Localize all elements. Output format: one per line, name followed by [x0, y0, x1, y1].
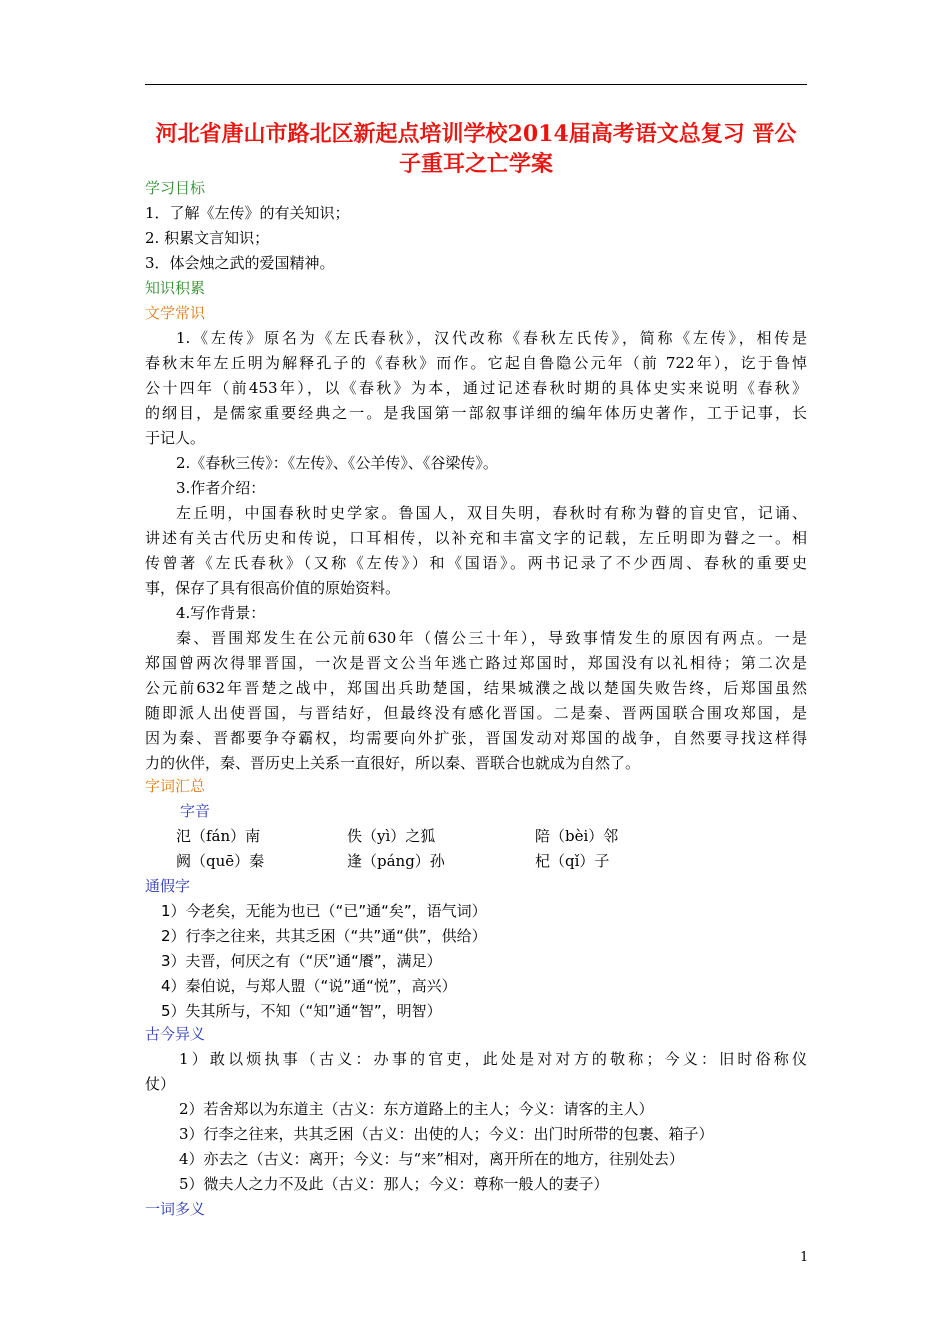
gujin-item: 仗）: [145, 1075, 176, 1093]
literature-paragraph-line: 公十四年（前453年），以《春秋》为本，通过记述春秋时期的具体史实来说明《春秋》: [145, 379, 807, 397]
pron-item: 杞（qǐ）子: [535, 852, 610, 870]
tongjia-item: 1）今老矣，无能为也已（“已”通“矣”，语气词）: [161, 902, 487, 920]
background-paragraph-line: 因为秦、晋都要争夺霸权，均需要向外扩张，晋国发动对郑国的战争，自然要寻找这样得: [145, 729, 807, 747]
pron-item: 氾（fán）南: [176, 827, 261, 845]
doc-title-line2: 子重耳之亡学案: [398, 151, 553, 177]
pron-item: 逢（páng）孙: [347, 852, 445, 870]
literature-paragraph-line: 春秋末年左丘明为解释孔子的《春秋》而作。它起自鲁隐公元年（前 722年），讫于鲁悼: [145, 354, 807, 372]
literature-heading: 文学常识: [145, 304, 206, 322]
gujin-item: 4）亦去之（古义：离开；今义：与“来”相对，离开所在的地方，往别处去）: [179, 1150, 684, 1168]
literature-paragraph-line: 于记人。: [145, 429, 206, 447]
tongjia-item: 4）秦伯说，与郑人盟（“说”通“悦”，高兴）: [161, 977, 457, 995]
background-paragraph-line: 公元前632年晋楚之战中，郑国出兵助楚国，结果城濮之战以楚国失败告终，后郑国虽然: [145, 679, 807, 697]
yici-heading: 一词多义: [145, 1200, 206, 1218]
literature-paragraph-line: 1.《左传》原名为《左氏春秋》，汉代改称《春秋左氏传》，简称《左传》，相传是: [176, 329, 807, 347]
tongjia-item: 3）夫晋，何厌之有（“厌”通“餍”，满足）: [161, 952, 442, 970]
background-label: 4.写作背景：: [176, 604, 266, 622]
author-paragraph-line: 左丘明，中国春秋时史学家。鲁国人，双目失明，春秋时有称为瞽的盲史官，记诵、: [176, 504, 807, 522]
pron-item: 陪（bèi）邻: [535, 827, 619, 845]
literature-paragraph-line: 的纲目，是儒家重要经典之一。是我国第一部叙事详细的编年体历史著作，工于记事，长: [145, 404, 807, 422]
author-paragraph-line: 事，保存了具有很高价值的原始资料。: [145, 579, 401, 597]
background-paragraph-line: 郑国曾两次得罪晋国，一次是晋文公当年逃亡路过郑国时，郑国没有以礼相待；第二次是: [145, 654, 807, 672]
doc-title-line1: 河北省唐山市路北区新起点培训学校2014届高考语文总复习 晋公: [155, 121, 797, 147]
pronunciation-heading: 字音: [180, 802, 211, 820]
page-number: 1: [800, 1250, 809, 1265]
header-rule: [145, 84, 807, 85]
gujin-item: 5）微夫人之力不及此（古义：那人；今义：尊称一般人的妻子）: [179, 1175, 609, 1193]
goal-item: 3．体会烛之武的爱国精神。: [145, 254, 335, 272]
goal-item: 2. 积累文言知识；: [145, 229, 270, 247]
author-paragraph-line: 传曾著《左氏春秋》（又称《左传》）和《国语》。两书记录了不少西周、春秋的重要史: [145, 554, 807, 572]
gujin-heading: 古今异义: [145, 1025, 206, 1043]
author-paragraph-line: 讲述有关古代历史和传说，口耳相传，以补充和丰富文字的记载，左丘明即为瞽之一。相: [145, 529, 807, 547]
goal-item: 1．了解《左传》的有关知识；: [145, 204, 350, 222]
gujin-item: 2）若舍郑以为东道主（古义：东方道路上的主人；今义：请客的主人）: [179, 1100, 654, 1118]
tongjia-item: 2）行李之往来，共其乏困（“共”通“供”，供给）: [161, 927, 487, 945]
three-commentaries: 2.《春秋三传》：《左传》、《公羊传》、《谷梁传》。: [176, 454, 498, 472]
pron-item: 阙（quē）秦: [176, 852, 265, 870]
background-paragraph-line: 随即派人出使晋国，与晋结好，但最终没有感化晋国。二是秦、晋两国联合围攻郑国，是: [145, 704, 807, 722]
knowledge-heading: 知识积累: [145, 279, 206, 297]
pron-item: 佚（yì）之狐: [347, 827, 436, 845]
author-label: 3.作者介绍：: [176, 479, 266, 497]
background-paragraph-line: 力的伙伴，秦、晋历史上关系一直很好，所以秦、晋联合也就成为自然了。: [145, 754, 641, 772]
background-paragraph-line: 秦、晋围郑发生在公元前630年（僖公三十年），导致事情发生的原因有两点。一是: [176, 629, 807, 647]
vocab-heading: 字词汇总: [145, 777, 206, 795]
tongjia-heading: 通假字: [145, 877, 191, 895]
gujin-item: 3）行李之往来，共其乏困（古义：出使的人；今义：出门时所带的包裹、箱子）: [179, 1125, 714, 1143]
tongjia-item: 5）失其所与，不知（“知”通“智”，明智）: [161, 1002, 442, 1020]
goals-heading: 学习目标: [145, 179, 206, 197]
gujin-item: 1）敢以烦执事（古义：办事的官吏，此处是对对方的敬称；今义：旧时俗称仪: [179, 1050, 807, 1068]
